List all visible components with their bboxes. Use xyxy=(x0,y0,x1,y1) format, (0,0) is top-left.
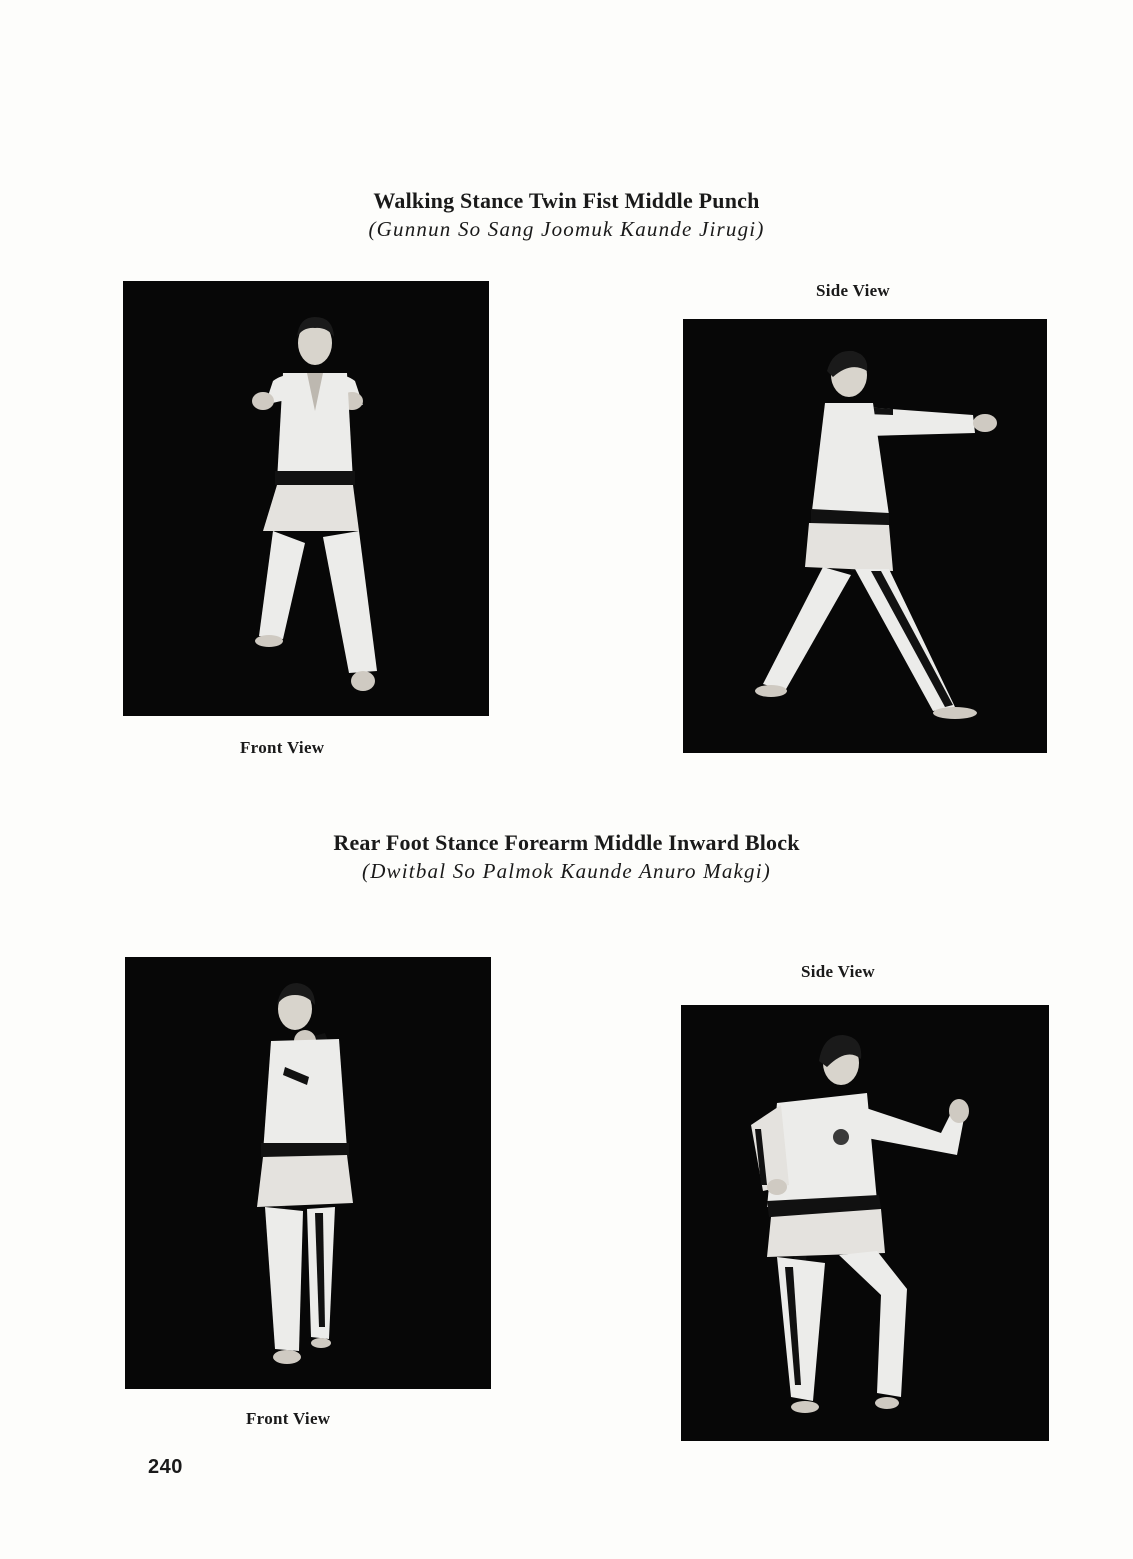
section-1-title: Walking Stance Twin Fist Middle Punch xyxy=(373,188,760,213)
section-2-front-view-caption: Front View xyxy=(246,1409,331,1428)
section-1-front-view-photo xyxy=(123,281,489,716)
section-1-subtitle: (Gunnun So Sang Joomuk Kaunde Jirugi) xyxy=(368,217,765,241)
martial-artist-side-icon xyxy=(681,1005,1049,1441)
section-2-side-view-caption: Side View xyxy=(801,962,876,981)
section-2-side-view-photo xyxy=(681,1005,1049,1441)
section-2-subtitle: (Dwitbal So Palmok Kaunde Anuro Makgi) xyxy=(362,859,771,883)
martial-artist-side-icon xyxy=(683,319,1047,753)
section-2-front-view-photo xyxy=(125,957,491,1389)
martial-artist-front-icon xyxy=(125,957,491,1389)
section-1-side-view-caption: Side View xyxy=(816,281,891,300)
section-2-title: Rear Foot Stance Forearm Middle Inward Block xyxy=(333,830,800,855)
martial-artist-front-icon xyxy=(123,281,489,716)
section-1-side-view-photo xyxy=(683,319,1047,753)
section-1-front-view-caption: Front View xyxy=(240,738,325,757)
page-number: 240 xyxy=(148,1456,183,1478)
